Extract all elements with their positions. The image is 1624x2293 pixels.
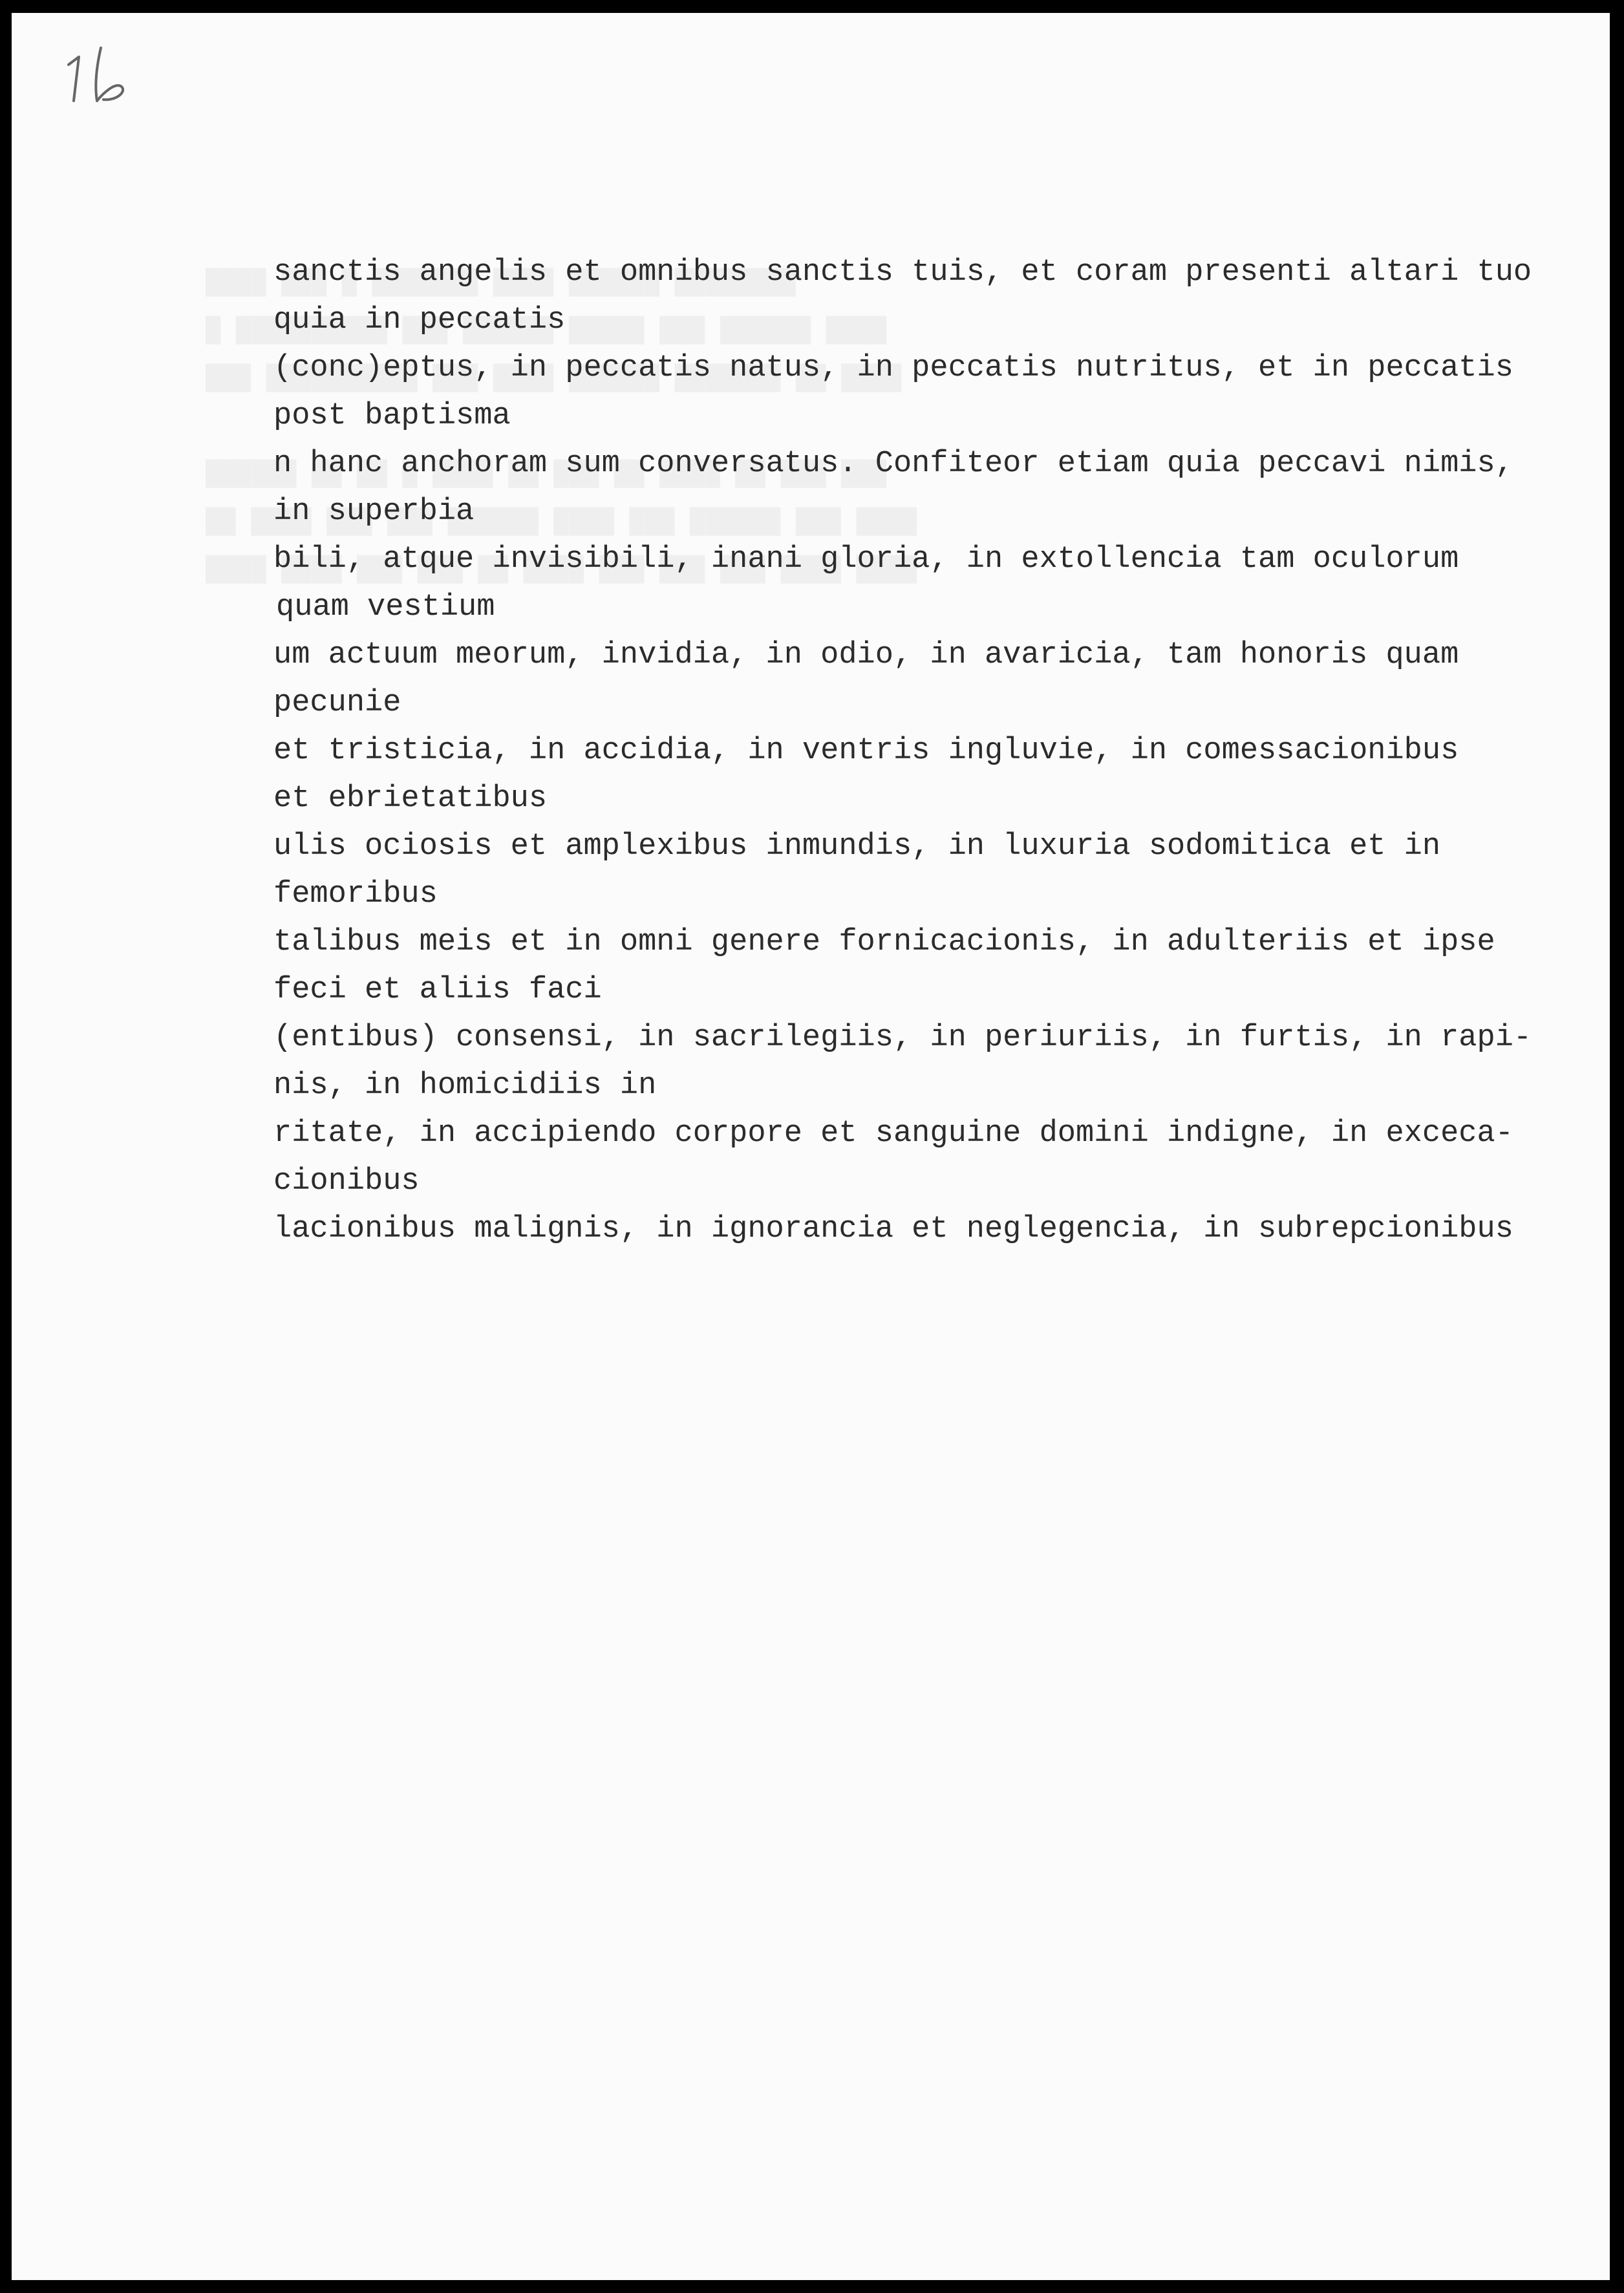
text-line: in superbia bbox=[273, 495, 475, 529]
text-line: ulis ociosis et amplexibus inmundis, in luxuria sodomitica et in bbox=[273, 829, 1441, 864]
text-line: lacionibus malignis, in ignorancia et neglegencia, in subrepcionibus bbox=[273, 1212, 1513, 1246]
text-line: et tristicia, in accidia, in ventris ingluvie, in comessacionibus bbox=[273, 734, 1459, 768]
text-line: quam vestium bbox=[276, 590, 495, 624]
text-line: talibus meis et in omni genere fornicacionis, in adulteriis et ipse bbox=[273, 925, 1495, 959]
text-line: pecunie bbox=[273, 686, 401, 720]
document-page bbox=[12, 13, 1610, 2280]
text-line: bili, atque invisibili, inani gloria, in extollencia tam oculorum bbox=[273, 542, 1459, 577]
text-line: femoribus bbox=[273, 877, 438, 912]
handwritten-page-number bbox=[57, 39, 147, 110]
text-line: nis, in homicidiis in bbox=[273, 1069, 657, 1103]
text-line: sanctis angelis et omnibus sanctis tuis, et coram presenti altari tuo bbox=[273, 255, 1532, 290]
text-line: (conc)eptus, in peccatis natus, in peccatis nutritus, et in peccatis bbox=[273, 351, 1513, 385]
text-line: quia in peccatis bbox=[273, 303, 566, 337]
transcribed-text-block bbox=[273, 249, 1610, 1253]
text-line: cionibus bbox=[273, 1164, 420, 1199]
text-line: et ebrietatibus bbox=[273, 782, 548, 816]
text-line: feci et aliis faci bbox=[273, 973, 602, 1007]
text-line: (entibus) consensi, in sacrilegiis, in periuriis, in furtis, in rapi- bbox=[273, 1021, 1532, 1055]
text-line: um actuum meorum, invidia, in odio, in avaricia, tam honoris quam bbox=[273, 638, 1459, 672]
text-line: n hanc anchoram sum conversatus. Confiteor etiam quia peccavi nimis, bbox=[273, 447, 1513, 481]
text-line: ritate, in accipiendo corpore et sanguine domini indigne, in exceca- bbox=[273, 1116, 1513, 1151]
text-line: post baptisma bbox=[273, 399, 511, 433]
